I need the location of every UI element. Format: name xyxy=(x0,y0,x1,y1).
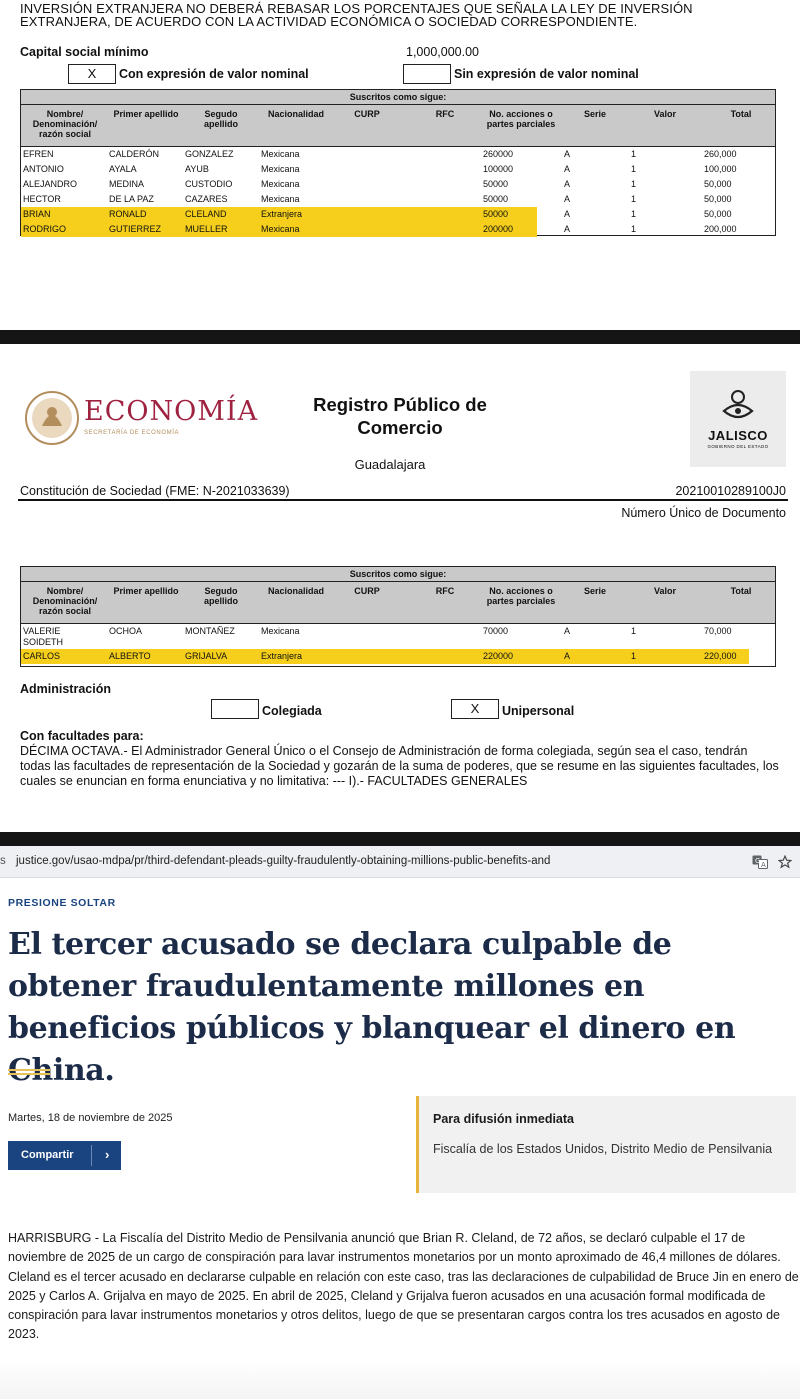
cell-nombre: RODRIGO xyxy=(23,224,67,234)
cell-apellido2: CUSTODIO xyxy=(185,179,233,189)
cell-serie: A xyxy=(564,179,571,189)
bookmark-star-icon[interactable] xyxy=(778,855,792,869)
table-row xyxy=(21,624,775,648)
col-header-rfc: RFC xyxy=(435,109,455,119)
faculties-title: Con facultades para: xyxy=(20,729,144,743)
cell-total: 50,000 xyxy=(704,194,732,204)
cell-apellido1: DE LA PAZ xyxy=(109,194,154,204)
table-row xyxy=(21,177,775,192)
cell-serie: A xyxy=(564,149,571,159)
col-header-curp: CURP xyxy=(354,109,380,119)
cell-apellido2: GONZALEZ xyxy=(185,149,234,159)
cell-acciones: 50000 xyxy=(483,194,509,204)
col-header-total: Total xyxy=(730,109,752,119)
table-title: Suscritos como sigue: xyxy=(21,90,775,105)
cell-apellido1: CALDERÓN xyxy=(109,149,160,159)
nominal-value-checkbox: X xyxy=(68,64,116,84)
table-header xyxy=(21,105,775,147)
col-header-nacionalidad: Nacionalidad xyxy=(267,109,324,119)
article-body: HARRISBURG - La Fiscalía del Distrito Medio de Pensilvania anunció que Brian R. Cleland, de 72 años, se declaró culpable el 17 de noviembre de 2025 de un cargo de conspiración para lavar instrumentos monetarios por un monto aproximado de 46,4 millones de dólares. Cleland es el tercer acusado en declararse culpable en relación con este caso, tras las declaraciones de culpabilidad de Bruce Jin en enero de 2025 y Carlos A. Grijalva en mayo de 2025. En abril de 2025, Cleland y Grijalva fueron acusados en una acusación formal modificada de conspiración para lavar instrumentos monetarios y otros delitos, luego de que se presentaran cargos contra los tres acusados en agosto de 2023. xyxy=(8,1231,799,1342)
cell-valor: 1 xyxy=(631,194,637,204)
cell-valor: 1 xyxy=(631,149,637,159)
cell-nombre: CARLOS xyxy=(23,651,61,661)
cell-apellido2: CLELAND xyxy=(185,209,227,219)
col-header-total: Total xyxy=(730,586,752,596)
jalisco-logo xyxy=(690,371,786,467)
cell-nacionalidad: Mexicana xyxy=(261,179,300,189)
section-divider xyxy=(0,832,800,846)
foreign-investment-notice: INVERSIÓN EXTRANJERA NO DEBERÁ REBASAR LOS PORCENTAJES QUE SEÑALA LA LEY DE INVERSIÓN EXTRANJERA, DE ACUERDO CON LA ACTIVIDAD ECONÓMICA O SOCIEDAD CORRESPONDIENTE. xyxy=(20,1,693,29)
publish-date: Martes, 18 de noviembre de 2025 xyxy=(8,1112,173,1124)
cell-serie: A xyxy=(564,164,571,174)
cell-total: 220,000 xyxy=(704,651,737,661)
cell-nacionalidad: Extranjera xyxy=(261,209,303,219)
administration-title: Administración xyxy=(20,682,111,696)
table-row-highlighted xyxy=(21,649,775,664)
cell-nombre: ANTONIO xyxy=(23,164,64,174)
document-number: 20210010289100J0 xyxy=(675,484,786,498)
cell-acciones: 50000 xyxy=(483,209,509,219)
nominal-value-label: Con expresión de valor nominal xyxy=(119,67,309,81)
cell-valor: 1 xyxy=(631,164,637,174)
cell-apellido2: CAZARES xyxy=(185,194,228,204)
cell-apellido1: ALBERTO xyxy=(109,651,151,661)
cell-apellido1: OCHOA xyxy=(109,626,143,636)
col-header-nacionalidad: Nacionalidad xyxy=(267,586,324,596)
table-row-highlighted xyxy=(21,207,775,222)
cell-acciones: 220000 xyxy=(483,651,514,661)
cell-total: 50,000 xyxy=(704,179,732,189)
economia-logo-subtitle: SECRETARÍA DE ECONOMÍA xyxy=(84,430,180,436)
table-header xyxy=(21,582,775,624)
col-header-acciones: No. acciones o partes parciales xyxy=(486,586,556,606)
capital-value: 1,000,000.00 xyxy=(406,45,479,59)
url-leading-fragment: s xyxy=(0,855,6,867)
svg-text:G: G xyxy=(755,857,761,865)
cell-valor: 1 xyxy=(631,209,637,219)
url-text[interactable]: justice.gov/usao-mdpa/pr/third-defendant-pleads-guilty-fraudulently-obtaining-millions-public-benefits-and xyxy=(16,855,551,867)
cell-acciones: 100000 xyxy=(483,164,514,174)
no-nominal-value-label: Sin expresión de valor nominal xyxy=(454,67,639,81)
page-bottom-shade xyxy=(0,1360,800,1399)
decorative-rule xyxy=(8,1069,50,1075)
cell-total: 50,000 xyxy=(704,209,732,219)
cell-serie: A xyxy=(564,224,571,234)
cell-total: 260,000 xyxy=(704,149,737,159)
share-label: Compartir xyxy=(21,1149,74,1161)
cell-serie: A xyxy=(564,194,571,204)
col-header-apellido1: Primer apellido xyxy=(113,586,179,596)
cell-valor: 1 xyxy=(631,626,637,636)
jalisco-emblem-icon xyxy=(720,389,756,423)
colegiada-checkbox xyxy=(211,699,259,719)
cell-valor: 1 xyxy=(631,179,637,189)
table-title: Suscritos como sigue: xyxy=(21,567,775,582)
col-header-apellido2: Segudo apellido xyxy=(203,586,238,606)
jalisco-logo-subtitle: GOBIERNO DEL ESTADO xyxy=(707,444,769,449)
chevron-right-icon: › xyxy=(105,1147,110,1162)
cell-nombre: HECTOR xyxy=(23,194,61,204)
col-header-serie: Serie xyxy=(583,586,607,596)
share-button[interactable] xyxy=(8,1141,121,1170)
cell-nacionalidad: Extranjera xyxy=(261,651,303,661)
cell-total: 100,000 xyxy=(704,164,737,174)
unipersonal-checkbox: X xyxy=(451,699,499,719)
shareholders-table-1 xyxy=(20,89,776,236)
capital-label: Capital social mínimo xyxy=(20,45,149,59)
economia-logo-text: ECONOMÍA xyxy=(84,396,259,427)
col-header-curp: CURP xyxy=(354,586,380,596)
city-name: Guadalajara xyxy=(354,457,426,472)
cell-nacionalidad: Mexicana xyxy=(261,626,300,636)
col-header-apellido1: Primer apellido xyxy=(113,109,179,119)
cell-nombre: ALEJANDRO xyxy=(23,179,78,189)
col-header-valor: Valor xyxy=(653,586,676,596)
cell-acciones: 200000 xyxy=(483,224,514,234)
cell-total: 70,000 xyxy=(704,626,732,636)
release-info-office: Fiscalía de los Estados Unidos, Distrito Medio de Pensilvania xyxy=(433,1142,773,1156)
share-separator xyxy=(91,1145,92,1166)
table-row xyxy=(21,147,775,162)
cell-apellido2: MUELLER xyxy=(185,224,228,234)
cell-apellido1: MEDINA xyxy=(109,179,145,189)
faculties-text: DÉCIMA OCTAVA.- El Administrador General Único o el Consejo de Administración de forma colegiada, según sea el caso, tendrán todas las facultades de representación de la Sociedad y gozarán de la suma de poderes, que se resume en las siguientes facultades, los cuales se enuncian en forma enunciativa y no limitativa: --- I).- FACULTADES GENERALES xyxy=(20,744,779,788)
press-release-kicker: PRESIONE SOLTAR xyxy=(8,897,116,909)
table-row xyxy=(21,162,775,177)
cell-nombre: EFREN xyxy=(23,149,54,159)
col-header-apellido2: Segudo apellido xyxy=(203,109,238,129)
cell-serie: A xyxy=(564,209,571,219)
mexico-coat-of-arms-icon xyxy=(24,390,80,446)
cell-total: 200,000 xyxy=(704,224,737,234)
cell-apellido2: GRIJALVA xyxy=(185,651,228,661)
cell-nacionalidad: Mexicana xyxy=(261,194,300,204)
document-rule xyxy=(18,499,788,501)
col-header-valor: Valor xyxy=(653,109,676,119)
jalisco-logo-text: JALISCO xyxy=(708,428,768,443)
cell-nombre-line2: SOIDETH xyxy=(23,637,64,647)
no-nominal-value-checkbox xyxy=(403,64,451,84)
cell-apellido1: AYALA xyxy=(109,164,137,174)
colegiada-label: Colegiada xyxy=(262,704,322,718)
svg-text:A: A xyxy=(761,861,766,869)
cell-apellido1: RONALD xyxy=(109,209,147,219)
unipersonal-label: Unipersonal xyxy=(502,704,575,718)
col-header-rfc: RFC xyxy=(435,586,455,596)
cell-nombre: VALERIE xyxy=(23,626,61,636)
cell-nacionalidad: Mexicana xyxy=(261,164,300,174)
translate-icon[interactable] xyxy=(752,855,768,869)
cell-valor: 1 xyxy=(631,224,637,234)
cell-serie: A xyxy=(564,626,571,636)
section-divider xyxy=(0,330,800,344)
cell-serie: A xyxy=(564,651,571,661)
table-row-highlighted xyxy=(21,222,775,237)
col-header-name: Nombre/ Denominación/ razón social xyxy=(32,586,98,616)
cell-nacionalidad: Mexicana xyxy=(261,224,300,234)
release-info-title: Para difusión inmediata xyxy=(433,1112,575,1126)
document-number-label: Número Único de Documento xyxy=(621,506,786,520)
registry-title: Registro Público de Comercio xyxy=(313,394,487,438)
cell-apellido2: AYUB xyxy=(185,164,209,174)
table-row xyxy=(21,192,775,207)
col-header-acciones: No. acciones o partes parciales xyxy=(486,109,556,129)
cell-acciones: 50000 xyxy=(483,179,509,189)
cell-apellido1: GUTIERREZ xyxy=(109,224,162,234)
cell-nacionalidad: Mexicana xyxy=(261,149,300,159)
cell-nombre: BRIAN xyxy=(23,209,51,219)
cell-acciones: 260000 xyxy=(483,149,514,159)
cell-acciones: 70000 xyxy=(483,626,509,636)
cell-apellido2: MONTAÑEZ xyxy=(185,626,235,636)
col-header-serie: Serie xyxy=(583,109,607,119)
shareholders-table-2 xyxy=(20,566,776,667)
article-headline: El tercer acusado se declara culpable de obtener fraudulentamente millones en beneficios públicos y blanquear el dinero en China. xyxy=(8,927,736,1088)
cell-valor: 1 xyxy=(631,651,637,661)
col-header-name: Nombre/ Denominación/ razón social xyxy=(32,109,98,139)
document-title: Constitución de Sociedad (FME: N-2021033639) xyxy=(20,484,290,498)
